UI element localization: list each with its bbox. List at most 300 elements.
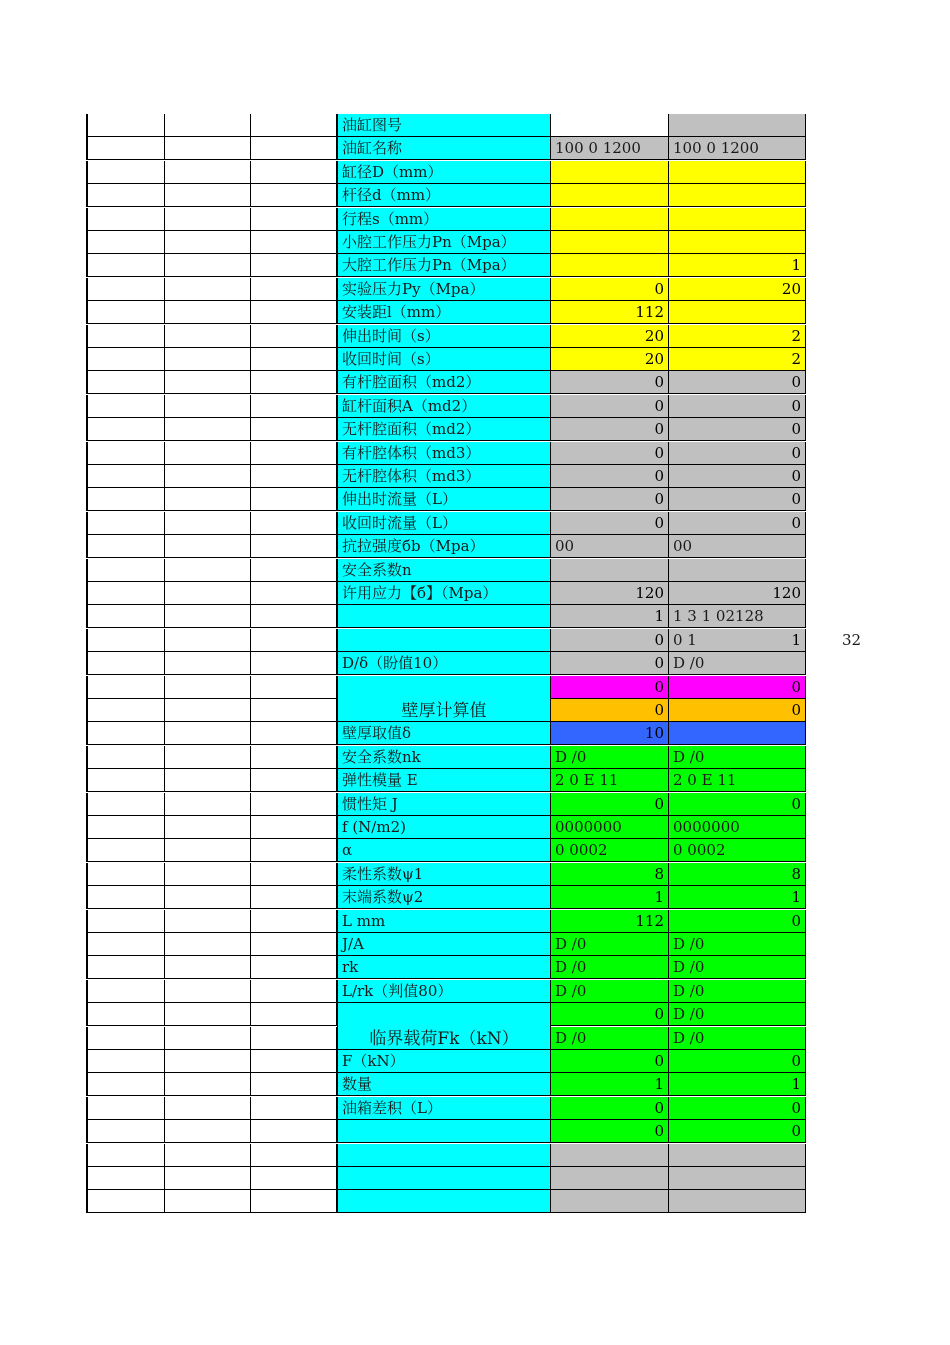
value-cell-2[interactable] xyxy=(669,161,806,184)
blank-cell[interactable] xyxy=(251,1003,337,1026)
value-cell-1[interactable]: 20 xyxy=(551,325,669,348)
overflow-cell-text: 100 0 1200 xyxy=(555,139,641,158)
blank-cell[interactable] xyxy=(251,676,337,699)
parameter-label[interactable]: 实验压力Py（Mpa） xyxy=(337,278,551,301)
value-cell-1[interactable]: 0 xyxy=(551,629,669,652)
blank-cell[interactable] xyxy=(86,582,165,605)
blank-cell[interactable] xyxy=(86,184,165,207)
blank-cell[interactable] xyxy=(86,371,165,394)
blank-cell[interactable] xyxy=(251,325,337,348)
overflow-cell-text: 32 xyxy=(842,630,862,649)
blank-cell[interactable] xyxy=(251,278,337,301)
blank-cell[interactable] xyxy=(251,465,337,488)
value-cell-2[interactable]: 2 xyxy=(669,348,806,371)
parameter-label[interactable]: F（kN） xyxy=(337,1050,551,1073)
value-cell-1[interactable]: 0 xyxy=(551,652,669,675)
blank-cell[interactable] xyxy=(86,512,165,535)
blank-cell[interactable] xyxy=(165,722,251,745)
blank-cell[interactable] xyxy=(165,769,251,792)
value-cell-1[interactable]: 112 xyxy=(551,910,669,933)
blank-cell[interactable] xyxy=(251,980,337,1003)
value-cell-1[interactable]: 0 xyxy=(551,371,669,394)
blank-cell[interactable] xyxy=(251,254,337,277)
blank-cell[interactable] xyxy=(86,839,165,862)
blank-cell[interactable] xyxy=(251,1027,337,1050)
blank-cell[interactable] xyxy=(165,1027,251,1050)
value-cell-1[interactable]: 0 xyxy=(551,676,669,699)
blank-cell[interactable] xyxy=(86,793,165,816)
value-cell-2[interactable]: 0 xyxy=(669,676,806,699)
blank-cell[interactable] xyxy=(251,652,337,675)
value-cell-2[interactable]: 0 xyxy=(669,1097,806,1120)
blank-cell[interactable] xyxy=(165,512,251,535)
blank-cell[interactable] xyxy=(251,1120,337,1143)
table-row xyxy=(86,629,806,652)
blank-cell[interactable] xyxy=(86,1097,165,1120)
blank-cell[interactable] xyxy=(86,722,165,745)
parameter-label[interactable]: 无杆腔体积（md3） xyxy=(337,465,551,488)
value-cell-2[interactable]: 0 xyxy=(669,1050,806,1073)
parameter-label[interactable] xyxy=(337,629,551,652)
blank-cell[interactable] xyxy=(165,114,251,137)
value-cell-1[interactable] xyxy=(551,208,669,231)
value-cell-2[interactable] xyxy=(669,208,806,231)
blank-cell[interactable] xyxy=(86,746,165,769)
parameter-label[interactable]: 杆径d（mm） xyxy=(337,184,551,207)
parameter-label[interactable]: 收回时流量（L） xyxy=(337,512,551,535)
blank-cell[interactable] xyxy=(86,1120,165,1143)
blank-cell[interactable] xyxy=(251,114,337,137)
blank-cell[interactable] xyxy=(86,231,165,254)
value-cell-1[interactable]: 0 xyxy=(551,1050,669,1073)
blank-cell[interactable] xyxy=(165,629,251,652)
blank-cell[interactable] xyxy=(165,839,251,862)
blank-cell[interactable] xyxy=(165,325,251,348)
table-row xyxy=(86,371,806,394)
blank-cell[interactable] xyxy=(251,746,337,769)
blank-cell[interactable] xyxy=(165,605,251,628)
blank-cell[interactable] xyxy=(165,886,251,909)
value-cell-1[interactable]: 20 xyxy=(551,348,669,371)
blank-cell[interactable] xyxy=(251,1167,337,1190)
overflow-cell-text: 00 xyxy=(673,537,693,556)
value-cell-2[interactable]: 0 xyxy=(669,699,806,722)
table-row xyxy=(86,1144,806,1167)
blank-cell[interactable] xyxy=(251,348,337,371)
parameter-label[interactable]: 油缸图号 xyxy=(337,114,551,137)
blank-cell[interactable] xyxy=(251,629,337,652)
value-cell-1[interactable] xyxy=(551,254,669,277)
blank-cell[interactable] xyxy=(165,301,251,324)
blank-cell[interactable] xyxy=(251,535,337,558)
parameter-label[interactable]: L/rk（判值80） xyxy=(337,980,551,1003)
overflow-cell-text: 00 xyxy=(555,537,575,556)
table-row xyxy=(86,535,806,558)
overflow-cell-text: 1 3 1 02128 xyxy=(673,607,764,626)
blank-cell[interactable] xyxy=(251,933,337,956)
blank-cell[interactable] xyxy=(86,325,165,348)
blank-cell[interactable] xyxy=(251,863,337,886)
value-cell-1[interactable]: 0 xyxy=(551,699,669,722)
blank-cell[interactable] xyxy=(251,886,337,909)
value-cell-2[interactable]: 2 xyxy=(669,325,806,348)
blank-cell[interactable] xyxy=(165,371,251,394)
blank-cell[interactable] xyxy=(251,1073,337,1096)
parameter-label[interactable]: f (N/m2) xyxy=(337,816,551,839)
blank-cell[interactable] xyxy=(165,746,251,769)
blank-cell[interactable] xyxy=(251,442,337,465)
value-cell-2[interactable] xyxy=(669,114,806,137)
blank-cell[interactable] xyxy=(165,1144,251,1167)
blank-cell[interactable] xyxy=(251,395,337,418)
parameter-label[interactable]: 油箱差积（L） xyxy=(337,1097,551,1120)
parameter-label[interactable]: 壁厚取值δ xyxy=(337,722,551,745)
value-cell-2[interactable]: 1 xyxy=(669,1073,806,1096)
table-row xyxy=(86,559,806,582)
blank-cell[interactable] xyxy=(251,1097,337,1120)
blank-cell[interactable] xyxy=(86,1050,165,1073)
blank-cell[interactable] xyxy=(86,208,165,231)
parameter-label[interactable]: J/A xyxy=(337,933,551,956)
blank-cell[interactable] xyxy=(251,184,337,207)
value-cell-2[interactable]: 0 xyxy=(669,793,806,816)
blank-cell[interactable] xyxy=(251,605,337,628)
blank-cell[interactable] xyxy=(86,605,165,628)
parameter-label[interactable]: 安全系数nk xyxy=(337,746,551,769)
parameter-label[interactable] xyxy=(337,1167,551,1190)
blank-cell[interactable] xyxy=(165,863,251,886)
blank-cell[interactable] xyxy=(165,278,251,301)
table-row xyxy=(86,161,806,184)
blank-cell[interactable] xyxy=(86,1190,165,1213)
value-cell-1[interactable] xyxy=(551,1190,669,1213)
value-cell-1[interactable] xyxy=(551,1144,669,1167)
blank-cell[interactable] xyxy=(251,1190,337,1213)
blank-cell[interactable] xyxy=(86,465,165,488)
blank-cell[interactable] xyxy=(86,137,165,160)
value-cell-2[interactable]: 1 xyxy=(669,886,806,909)
blank-cell[interactable] xyxy=(86,278,165,301)
blank-cell[interactable] xyxy=(165,1120,251,1143)
blank-cell[interactable] xyxy=(86,816,165,839)
parameter-label[interactable]: 伸出时间（s） xyxy=(337,325,551,348)
value-cell-2[interactable] xyxy=(669,1190,806,1213)
parameter-label[interactable]: 小腔工作压力Pn（Mpa） xyxy=(337,231,551,254)
table-row xyxy=(86,348,806,371)
value-cell-1[interactable]: 1 xyxy=(551,1073,669,1096)
value-cell-1[interactable]: 10 xyxy=(551,722,669,745)
blank-cell[interactable] xyxy=(86,676,165,699)
blank-cell[interactable] xyxy=(86,161,165,184)
blank-cell[interactable] xyxy=(251,559,337,582)
blank-cell[interactable] xyxy=(165,1073,251,1096)
blank-cell[interactable] xyxy=(86,980,165,1003)
blank-cell[interactable] xyxy=(86,418,165,441)
value-cell-2[interactable] xyxy=(669,231,806,254)
overflow-cell-text: D /0 xyxy=(555,981,587,1000)
blank-cell[interactable] xyxy=(165,910,251,933)
blank-cell[interactable] xyxy=(165,956,251,979)
blank-cell[interactable] xyxy=(251,839,337,862)
blank-cell[interactable] xyxy=(165,1050,251,1073)
value-cell-1[interactable]: 120 xyxy=(551,582,669,605)
value-cell-2[interactable] xyxy=(669,1144,806,1167)
value-cell-1[interactable]: 1 xyxy=(551,605,669,628)
value-cell-2[interactable]: 8 xyxy=(669,863,806,886)
table-row xyxy=(86,1120,806,1143)
value-cell-1[interactable] xyxy=(551,231,669,254)
table-row xyxy=(86,793,806,816)
value-cell-2[interactable]: 1 xyxy=(669,629,806,652)
blank-cell[interactable] xyxy=(165,208,251,231)
blank-cell[interactable] xyxy=(86,395,165,418)
overflow-cell-text: 0000000 xyxy=(673,818,740,836)
value-cell-2[interactable]: 1 xyxy=(669,254,806,277)
parameter-label[interactable]: 数量 xyxy=(337,1073,551,1096)
parameter-label[interactable]: 弹性模量 E xyxy=(337,769,551,792)
value-cell-1[interactable]: 0 xyxy=(551,278,669,301)
value-cell-1[interactable]: 0 xyxy=(551,793,669,816)
table-row xyxy=(86,1097,806,1120)
value-cell-2[interactable] xyxy=(669,722,806,745)
blank-cell[interactable] xyxy=(86,1144,165,1167)
value-cell-1[interactable]: 8 xyxy=(551,863,669,886)
blank-cell[interactable] xyxy=(165,488,251,511)
parameter-label[interactable]: 惯性矩 J xyxy=(337,793,551,816)
blank-cell[interactable] xyxy=(165,676,251,699)
blank-cell[interactable] xyxy=(86,348,165,371)
value-cell-1[interactable]: 1 xyxy=(551,886,669,909)
table-row xyxy=(86,418,806,441)
parameter-label[interactable]: 收回时间（s） xyxy=(337,348,551,371)
blank-cell[interactable] xyxy=(165,1097,251,1120)
overflow-cell-text: D /0 xyxy=(555,1028,587,1047)
blank-cell[interactable] xyxy=(86,535,165,558)
blank-cell[interactable] xyxy=(86,652,165,675)
value-cell-2[interactable] xyxy=(669,301,806,324)
table-row xyxy=(86,208,806,231)
value-cell-2[interactable]: 0 xyxy=(669,442,806,465)
blank-cell[interactable] xyxy=(86,442,165,465)
blank-cell[interactable] xyxy=(86,301,165,324)
blank-cell[interactable] xyxy=(86,933,165,956)
value-cell-1[interactable]: 0 xyxy=(551,1097,669,1120)
blank-cell[interactable] xyxy=(165,535,251,558)
parameter-label[interactable] xyxy=(337,1144,551,1167)
blank-cell[interactable] xyxy=(165,559,251,582)
wall-thickness-calc-label[interactable]: 壁厚计算值 xyxy=(337,676,551,723)
value-cell-1[interactable]: 0 xyxy=(551,488,669,511)
overflow-cell-text: 0 0002 xyxy=(555,841,608,860)
value-cell-1[interactable]: 0 xyxy=(551,512,669,535)
parameter-label[interactable]: 有杆腔体积（md3） xyxy=(337,442,551,465)
value-cell-1[interactable] xyxy=(551,161,669,184)
parameter-label[interactable]: 安装距l（mm） xyxy=(337,301,551,324)
blank-cell[interactable] xyxy=(251,231,337,254)
table-row xyxy=(86,582,806,605)
value-cell-1[interactable]: 0 xyxy=(551,442,669,465)
blank-cell[interactable] xyxy=(165,793,251,816)
blank-cell[interactable] xyxy=(251,418,337,441)
parameter-label[interactable]: 大腔工作压力Pn（Mpa） xyxy=(337,254,551,277)
table-row xyxy=(86,278,806,301)
parameter-label[interactable]: 柔性系数ψ1 xyxy=(337,863,551,886)
parameter-label[interactable]: 末端系数ψ2 xyxy=(337,886,551,909)
blank-cell[interactable] xyxy=(165,442,251,465)
blank-cell[interactable] xyxy=(251,910,337,933)
blank-cell[interactable] xyxy=(251,816,337,839)
value-cell-1[interactable] xyxy=(551,1167,669,1190)
blank-cell[interactable] xyxy=(251,699,337,722)
overflow-cell-text: D /0 xyxy=(673,1028,705,1047)
value-cell-2[interactable]: 120 xyxy=(669,582,806,605)
blank-cell[interactable] xyxy=(86,910,165,933)
parameter-label[interactable] xyxy=(337,1190,551,1213)
parameter-label[interactable]: 行程s（mm） xyxy=(337,208,551,231)
parameter-label[interactable]: 油缸名称 xyxy=(337,137,551,160)
value-cell-1[interactable] xyxy=(551,184,669,207)
blank-cell[interactable] xyxy=(86,1073,165,1096)
value-cell-1[interactable] xyxy=(551,114,669,137)
blank-cell[interactable] xyxy=(165,1190,251,1213)
value-cell-2[interactable]: 0 xyxy=(669,371,806,394)
value-cell-1[interactable] xyxy=(551,559,669,582)
parameter-label[interactable] xyxy=(337,1120,551,1143)
blank-cell[interactable] xyxy=(251,793,337,816)
value-cell-2[interactable]: 0 xyxy=(669,465,806,488)
table-row xyxy=(86,863,806,886)
blank-cell[interactable] xyxy=(165,933,251,956)
blank-cell[interactable] xyxy=(86,488,165,511)
blank-cell[interactable] xyxy=(86,863,165,886)
blank-cell[interactable] xyxy=(165,348,251,371)
value-cell-2[interactable]: 0 xyxy=(669,910,806,933)
blank-cell[interactable] xyxy=(165,231,251,254)
parameter-label[interactable]: 许用应力【б】（Mpa） xyxy=(337,582,551,605)
value-cell-2[interactable]: 20 xyxy=(669,278,806,301)
overflow-cell-text: D /0 xyxy=(673,958,705,977)
blank-cell[interactable] xyxy=(165,1003,251,1026)
blank-cell[interactable] xyxy=(165,137,251,160)
blank-cell[interactable] xyxy=(251,161,337,184)
parameter-label[interactable]: 有杆腔面积（md2） xyxy=(337,371,551,394)
table-row xyxy=(86,301,806,324)
table-row xyxy=(86,910,806,933)
parameter-label[interactable]: D/δ（盼值10） xyxy=(337,652,551,675)
table-row xyxy=(86,184,806,207)
blank-cell[interactable] xyxy=(86,1027,165,1050)
blank-cell[interactable] xyxy=(251,956,337,979)
value-cell-2[interactable]: 0 xyxy=(669,418,806,441)
value-cell-1[interactable]: 0 xyxy=(551,1120,669,1143)
overflow-cell-text: 100 0 1200 xyxy=(673,139,759,158)
blank-cell[interactable] xyxy=(165,161,251,184)
parameter-label[interactable]: 缸径D（mm） xyxy=(337,161,551,184)
blank-cell[interactable] xyxy=(251,1050,337,1073)
value-cell-2[interactable]: 0 xyxy=(669,488,806,511)
blank-cell[interactable] xyxy=(251,488,337,511)
table-row xyxy=(86,1050,806,1073)
parameter-label[interactable]: 伸出时流量（L） xyxy=(337,488,551,511)
value-cell-2[interactable]: 0 xyxy=(669,512,806,535)
blank-cell[interactable] xyxy=(251,301,337,324)
value-cell-1[interactable]: 0 xyxy=(551,395,669,418)
table-row xyxy=(86,465,806,488)
blank-cell[interactable] xyxy=(251,769,337,792)
blank-cell[interactable] xyxy=(165,184,251,207)
value-cell-2[interactable]: 0 xyxy=(669,1120,806,1143)
parameter-label[interactable]: rk xyxy=(337,956,551,979)
blank-cell[interactable] xyxy=(86,1003,165,1026)
blank-cell[interactable] xyxy=(86,559,165,582)
blank-cell[interactable] xyxy=(251,722,337,745)
blank-cell[interactable] xyxy=(251,137,337,160)
table-row xyxy=(86,886,806,909)
value-cell-1[interactable]: 112 xyxy=(551,301,669,324)
overflow-cell-text: 0 0002 xyxy=(673,841,726,860)
parameter-label[interactable]: α xyxy=(337,839,551,862)
table-row xyxy=(86,442,806,465)
blank-cell[interactable] xyxy=(86,886,165,909)
blank-cell[interactable] xyxy=(86,114,165,137)
blank-cell[interactable] xyxy=(165,1167,251,1190)
parameter-label[interactable]: 抗拉强度бb（Mpa） xyxy=(337,535,551,558)
blank-cell[interactable] xyxy=(251,208,337,231)
parameter-label[interactable]: L mm xyxy=(337,910,551,933)
parameter-label[interactable]: 安全系数n xyxy=(337,559,551,582)
blank-cell[interactable] xyxy=(86,769,165,792)
value-cell-1[interactable]: 0 xyxy=(551,1003,669,1026)
blank-cell[interactable] xyxy=(86,956,165,979)
table-row xyxy=(86,231,806,254)
value-cell-1[interactable]: 0 xyxy=(551,465,669,488)
overflow-cell-text: 2 0 E 11 xyxy=(555,771,619,790)
parameter-label[interactable] xyxy=(337,605,551,628)
parameter-label[interactable]: 无杆腔面积（md2） xyxy=(337,418,551,441)
overflow-cell-text: 0000000 xyxy=(555,818,622,836)
value-cell-2[interactable]: 0 xyxy=(669,395,806,418)
blank-cell[interactable] xyxy=(251,1144,337,1167)
blank-cell[interactable] xyxy=(165,395,251,418)
table-row xyxy=(86,395,806,418)
blank-cell[interactable] xyxy=(165,582,251,605)
blank-cell[interactable] xyxy=(86,254,165,277)
blank-cell[interactable] xyxy=(86,1167,165,1190)
blank-cell[interactable] xyxy=(165,254,251,277)
blank-cell[interactable] xyxy=(165,816,251,839)
table-row xyxy=(86,1167,806,1190)
value-cell-2[interactable] xyxy=(669,559,806,582)
blank-cell[interactable] xyxy=(165,418,251,441)
value-cell-1[interactable]: 0 xyxy=(551,418,669,441)
blank-cell[interactable] xyxy=(251,582,337,605)
blank-cell[interactable] xyxy=(251,371,337,394)
blank-cell[interactable] xyxy=(165,652,251,675)
blank-cell[interactable] xyxy=(165,699,251,722)
table-row xyxy=(86,1073,806,1096)
critical-load-label[interactable]: 临界载荷Fk（kN） xyxy=(337,1003,551,1050)
blank-cell[interactable] xyxy=(86,699,165,722)
blank-cell[interactable] xyxy=(165,465,251,488)
blank-cell[interactable] xyxy=(165,980,251,1003)
overflow-cell-text: D /0 xyxy=(673,654,705,673)
blank-cell[interactable] xyxy=(251,512,337,535)
value-cell-2[interactable] xyxy=(669,1167,806,1190)
blank-cell[interactable] xyxy=(86,629,165,652)
table-row xyxy=(86,114,806,137)
parameter-label[interactable]: 缸杆面积A（md2） xyxy=(337,395,551,418)
value-cell-2[interactable] xyxy=(669,184,806,207)
